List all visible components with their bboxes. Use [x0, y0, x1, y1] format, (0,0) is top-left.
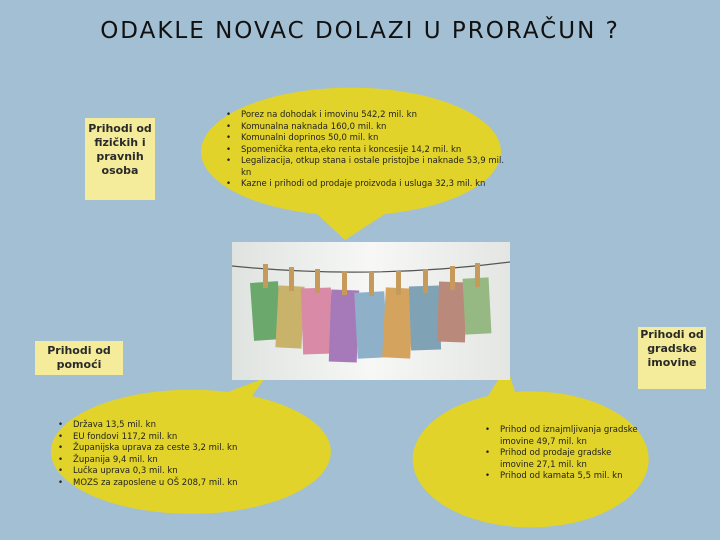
list-item: • Spomenička renta,eko renta i koncesije 14,2 mil. kn [226, 145, 506, 157]
list-item: • Županija 9,4 mil. kn [58, 455, 273, 467]
list-prihodi-gradske-imovine [485, 425, 645, 483]
list-prihodi-fizickih-pravnih [226, 110, 506, 191]
list-prihodi-pomoci [58, 420, 273, 489]
list-item: • EU fondovi 117,2 mil. kn [58, 432, 273, 444]
list-item: • Komunalni doprinos 50,0 mil. kn [226, 133, 506, 145]
list-item: • Porez na dohodak i imovinu 542,2 mil. kn [226, 110, 506, 122]
label-fizicke-pravne-osobe: Prihodi od fizičkih i pravnih osoba [85, 118, 155, 200]
list-item: • Kazne i prihodi od prodaje proizvoda i usluga 32,3 mil. kn [226, 179, 506, 191]
list-item: • MOZS za zaposlene u OŠ 208,7 mil. kn [58, 478, 273, 490]
banknotes-clothesline-image [232, 242, 510, 380]
list-item: • Prihod od iznajmljivanja gradske imovine 49,7 mil. kn [485, 425, 645, 448]
label-prihodi-od-pomoci: Prihodi od pomoći [35, 341, 123, 375]
list-item: • Županijska uprava za ceste 3,2 mil. kn [58, 443, 273, 455]
list-item: • Legalizacija, otkup stana i ostale pristojbe i naknade 53,9 mil. kn [226, 156, 506, 179]
list-item: • Prihod od prodaje gradske imovine 27,1 mil. kn [485, 448, 645, 471]
list-item: • Lučka uprava 0,3 mil. kn [58, 466, 273, 478]
label-gradska-imovina: Prihodi od gradske imovine [638, 327, 706, 389]
list-item: • Prihod od kamata 5,5 mil. kn [485, 471, 645, 483]
list-item: • Država 13,5 mil. kn [58, 420, 273, 432]
list-item: • Komunalna naknada 160,0 mil. kn [226, 122, 506, 134]
page-title: ODAKLE NOVAC DOLAZI U PRORAČUN ? [100, 18, 620, 44]
